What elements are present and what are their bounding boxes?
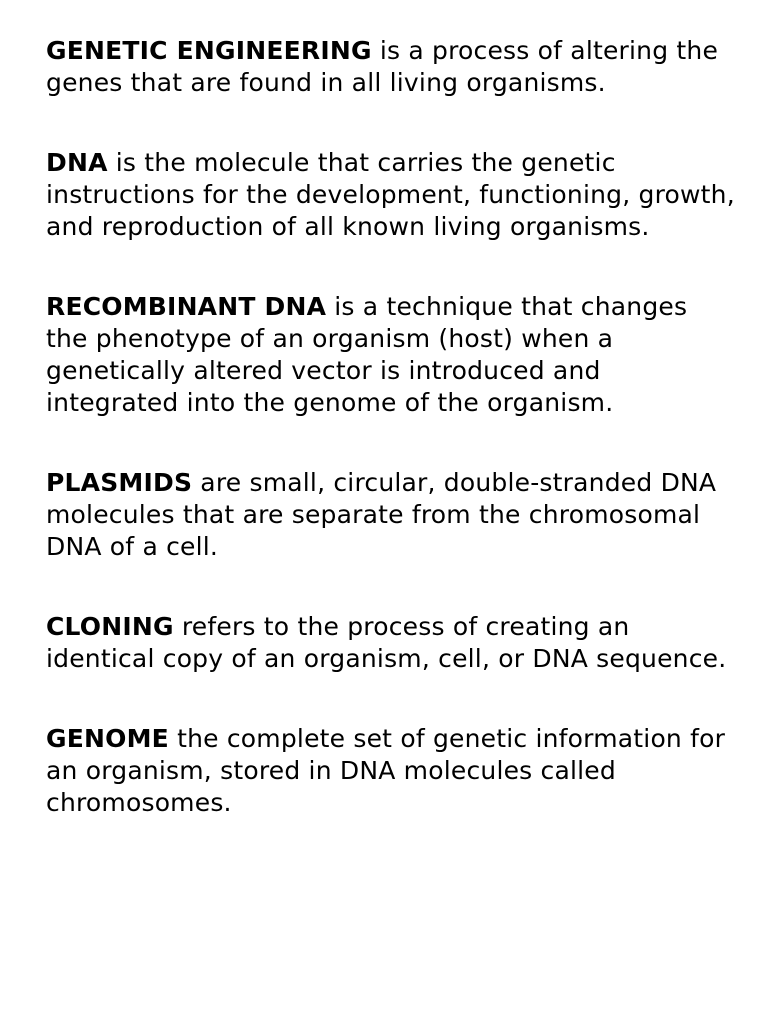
definition-plasmids	[46, 467, 736, 563]
definition-text: is the molecule that carries the genetic instructions for the development, functioning, growth, and reproduction of all known living organisms.	[46, 148, 735, 241]
document-page	[46, 35, 736, 819]
definition-recombinant-dna	[46, 291, 736, 419]
definition-text: refers to the process of creating an identical copy of an organism, cell, or DNA sequence.	[46, 612, 727, 673]
definition-genetic-engineering	[46, 35, 736, 99]
definition-term: GENETIC ENGINEERING	[46, 36, 372, 65]
definition-text: is a process of altering the genes that are found in all living organisms.	[46, 36, 719, 97]
definition-text: are small, circular, double-stranded DNA molecules that are separate from the chromosomal DNA of a cell.	[46, 468, 717, 561]
definition-term: GENOME	[46, 724, 169, 753]
definition-text: is a technique that changes the phenotype of an organism (host) when a genetically altered vector is introduced and integrated into the genome of the organism.	[46, 292, 688, 417]
definition-term: PLASMIDS	[46, 468, 193, 497]
definition-text: the complete set of genetic information for an organism, stored in DNA molecules called chromosomes.	[46, 724, 726, 817]
definition-term: RECOMBINANT DNA	[46, 292, 327, 321]
definition-dna	[46, 147, 736, 243]
definition-cloning	[46, 611, 736, 675]
definition-term: CLONING	[46, 612, 174, 641]
definition-genome	[46, 723, 736, 819]
definition-term: DNA	[46, 148, 108, 177]
